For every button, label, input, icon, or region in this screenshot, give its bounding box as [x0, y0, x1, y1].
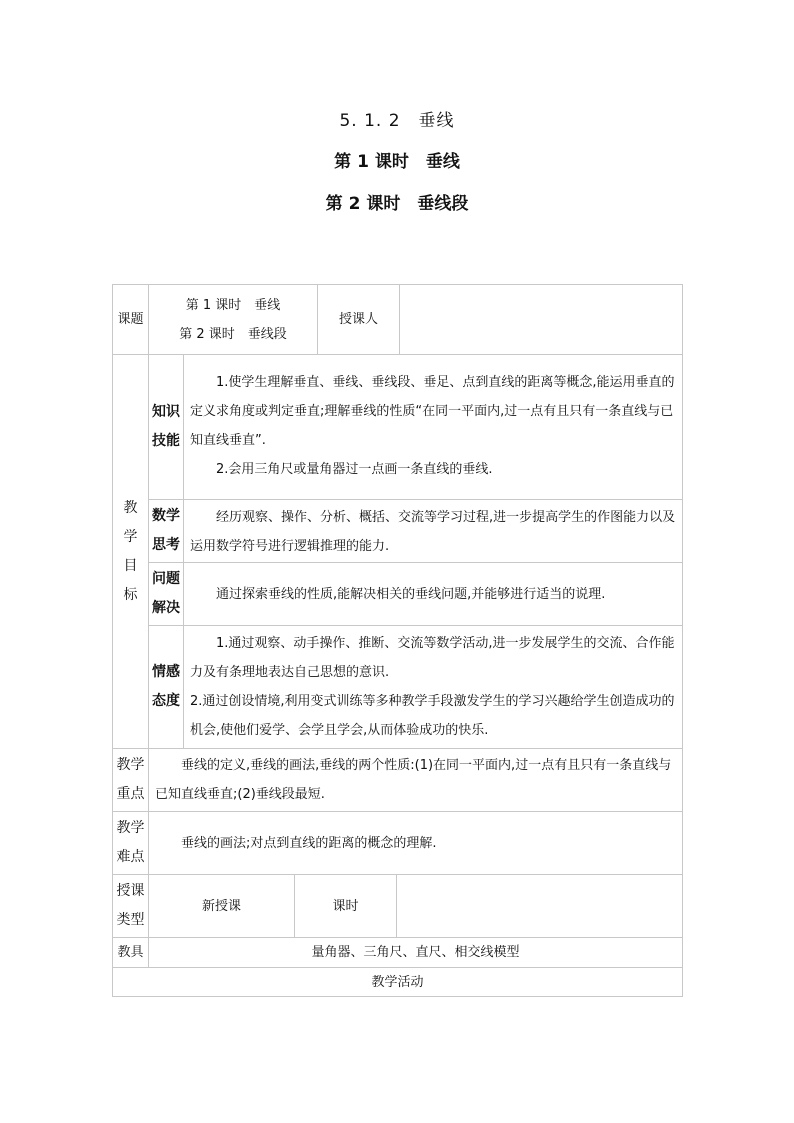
knowledge-skills-text: 1.使学生理解垂直、垂线、垂线段、垂足、点到直线的距离等概念,能运用垂直的定义求角度或判定垂直;理解垂线的性质“在同一平面内,过一点有且只有一条直线与已知直线垂直”. 2.会用三角尺或量角器过一点画一条直线的垂线. [183, 354, 683, 500]
lesson-type-value: 新授课 [148, 874, 295, 938]
emotion-attitude-label: 情感 态度 [148, 625, 184, 749]
topic-label: 课题 [112, 284, 149, 355]
topic-value [148, 284, 318, 355]
problem-solving-label: 问题 解决 [148, 562, 184, 626]
class-hours-value [396, 874, 683, 938]
teacher-label: 授课人 [317, 284, 400, 355]
difficult-points-label: 教学 难点 [112, 811, 149, 875]
teacher-value [399, 284, 683, 355]
emotion-attitude-text: 1.通过观察、动手操作、推断、交流等数学活动,进一步发展学生的交流、合作能力及有条理地表达自己思想的意识. 2.通过创设情境,利用变式训练等多种教学手段激发学生的学习兴趣给学生创造成功的机会,使他们爱学、会学且学会,从而体验成功的快乐. [183, 625, 683, 749]
problem-solving-text: 通过探索垂线的性质,能解决相关的垂线问题,并能够进行适当的说理. [183, 562, 683, 626]
lesson-2-title: 第 2 课时 垂线段 [325, 194, 469, 214]
difficult-points-text: 垂线的画法;对点到直线的距离的概念的理解. [148, 811, 683, 875]
math-thinking-label: 数学 思考 [148, 499, 184, 563]
teaching-aids-label: 教具 [112, 937, 149, 968]
teaching-activities-header: 教学活动 [112, 967, 683, 997]
teaching-goals-label: 教 学 目 标 [112, 354, 149, 749]
topic-line-1: 第 1 课时 垂线 [185, 297, 281, 313]
key-points-text: 垂线的定义,垂线的画法,垂线的两个性质:(1)在同一平面内,过一点有且只有一条直线与已知直线垂直;(2)垂线段最短. [148, 748, 683, 812]
section-title: 5. 1. 2 垂线 [339, 111, 455, 131]
class-hours-label: 课时 [294, 874, 397, 938]
math-thinking-text: 经历观察、操作、分析、概括、交流等学习过程,进一步提高学生的作图能力以及运用数学符号进行逻辑推理的能力. [183, 499, 683, 563]
topic-line-2: 第 2 课时 垂线段 [179, 326, 287, 342]
teaching-aids-value: 量角器、三角尺、直尺、相交线模型 [148, 937, 683, 968]
lesson-1-title: 第 1 课时 垂线 [334, 152, 460, 172]
key-points-label: 教学 重点 [112, 748, 149, 812]
lesson-type-label: 授课 类型 [112, 874, 149, 938]
knowledge-skills-label: 知识 技能 [148, 354, 184, 500]
